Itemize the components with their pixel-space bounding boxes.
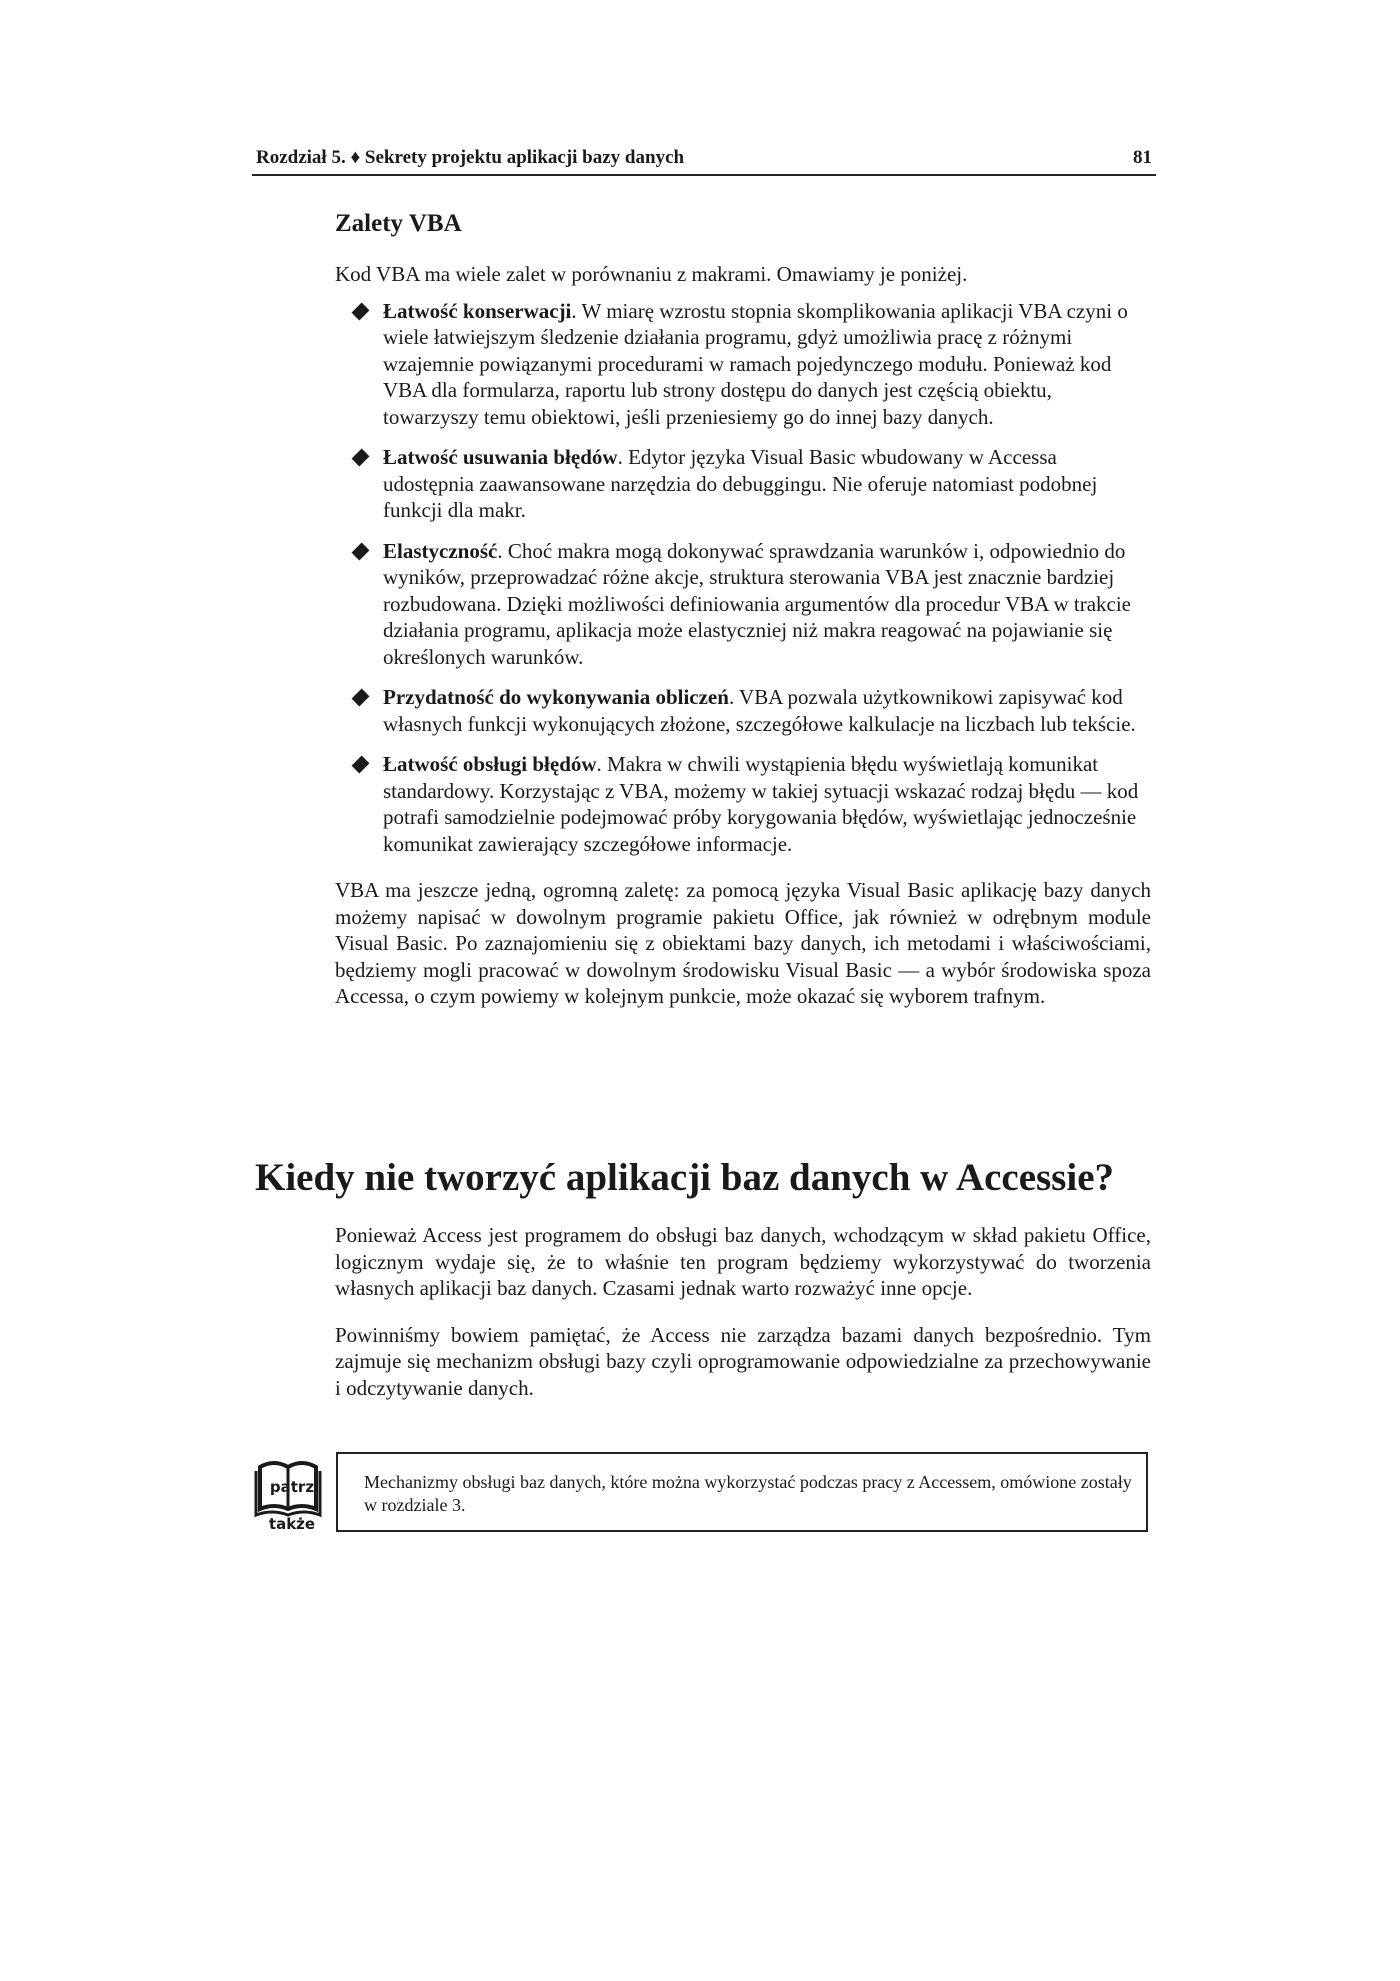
bullet-text: . Edytor języka Visual Basic wbudowany w Accessa udostępnia zaawansowane narzędzia do debuggingu. Nie oferuje natomiast podobnej funkcji dla makr. xyxy=(383,445,1098,522)
patrz-takze-book-icon xyxy=(254,1459,322,1533)
list-item xyxy=(335,444,1151,524)
list-item xyxy=(335,538,1151,671)
bullet-term: Łatwość usuwania błędów xyxy=(383,445,618,469)
advantages-list xyxy=(335,298,1151,858)
diamond-bullet-icon xyxy=(352,689,370,707)
list-item xyxy=(335,684,1151,737)
diamond-bullet-icon xyxy=(352,449,370,467)
section-heading: Kiedy nie tworzyć aplikacji baz danych w Accessie? xyxy=(255,1156,1115,1199)
bullet-text: . Makra w chwili wystąpienia błędu wyświetlają komunikat standardowy. Korzystając z VBA, możemy w takiej sytuacji wskazać rodzaj błędu — kod potrafi samodzielnie podejmować próby korygowania błędów, wyświetlając jednocześnie komunikat zawierający szczegółowe informacje. xyxy=(383,752,1139,856)
section-kiedy-nie-tworzyc xyxy=(335,1222,1151,1421)
body-paragraph: Powinniśmy bowiem pamiętać, że Access nie zarządza bazami danych bezpośrednio. Tym zajmuje się mechanizm obsługi bazy czyli oprogramowanie odpowiedzialne za przechowywanie i odczytywanie danych. xyxy=(335,1322,1151,1400)
bullet-term: Elastyczność xyxy=(383,538,498,563)
icon-label-patrz: patrz xyxy=(269,1478,315,1496)
list-item xyxy=(335,298,1151,431)
bullet-term: Łatwość obsługi błędów xyxy=(383,752,597,776)
note-box xyxy=(336,1452,1148,1532)
chapter-title: Rozdział 5. ♦ Sekrety projektu aplikacji bazy danych xyxy=(256,147,685,168)
bullet-text: . W miarę wzrostu stopnia skomplikowania aplikacji VBA czyni o wiele łatwiejszym śledzenie działania programu, gdyż umożliwia pracę z różnymi wzajemnie powiązanymi procedurami w ramach pojedynczego modułu. Ponieważ kod VBA dla formularza, raportu lub strony dostępu do danych jest częścią obiektu, towarzyszy temu obiektowi, jeśli przeniesiemy go do innej bazy danych. xyxy=(383,298,1128,429)
diamond-bullet-icon xyxy=(352,302,370,320)
intro-paragraph: Kod VBA ma wiele zalet w porównaniu z makrami. Omawiamy je poniżej. xyxy=(335,262,968,286)
closing-paragraph: VBA ma jeszcze jedną, ogromną zaletę: za pomocą języka Visual Basic aplikację bazy danych możemy napisać w dowolnym programie pakietu Office, jak również w odrębnym module Visual Basic. Po zaznajomieniu się z obiektami bazy danych, ich metodami i właściwościami, będziemy mogli pracować w dowolnym środowisku Visual Basic — a wybór środowiska spoza Accessa, o czym powiemy w kolejnym punkcie, może okazać się wyborem trafnym. xyxy=(335,878,1151,1008)
running-header xyxy=(252,144,1156,176)
section-subheading: Zalety VBA xyxy=(335,210,462,237)
section-zalety-vba xyxy=(335,209,1151,1010)
bullet-term: Przydatność do wykonywania obliczeń xyxy=(383,685,729,709)
bullet-text: . Choć makra mogą dokonywać sprawdzania warunków i, odpowiednio do wyników, przeprowadzać różne akcje, struktura sterowania VBA jest znacznie bardziej rozbudowana. Dzięki możliwości definiowania argumentów dla procedur VBA w trakcie działania programu, aplikacja może elastyczniej niż makra reagować na pojawianie się określonych warunków. xyxy=(383,538,1132,669)
diamond-bullet-icon xyxy=(352,542,370,560)
list-item xyxy=(335,751,1151,857)
icon-label-takze: także xyxy=(268,1515,316,1533)
note-text: Mechanizmy obsługi baz danych, które można wykorzystać podczas pracy z Accessem, omówione zostały w rozdziale 3. xyxy=(364,1472,1132,1515)
bullet-text: . VBA pozwala użytkownikowi zapisywać kod własnych funkcji wykonujących złożone, szczegółowe kalkulacje na liczbach lub tekście. xyxy=(383,685,1136,736)
page-number: 81 xyxy=(1133,147,1152,168)
diamond-bullet-icon xyxy=(352,756,370,774)
body-paragraph: Ponieważ Access jest programem do obsługi baz danych, wchodzącym w skład pakietu Office, logicznym wydaje się, że to właśnie ten program będziemy wykorzystywać do tworzenia własnych aplikacji baz danych. Czasami jednak warto rozważyć inne opcje. xyxy=(335,1223,1151,1300)
bullet-term: Łatwość konserwacji xyxy=(383,298,572,323)
